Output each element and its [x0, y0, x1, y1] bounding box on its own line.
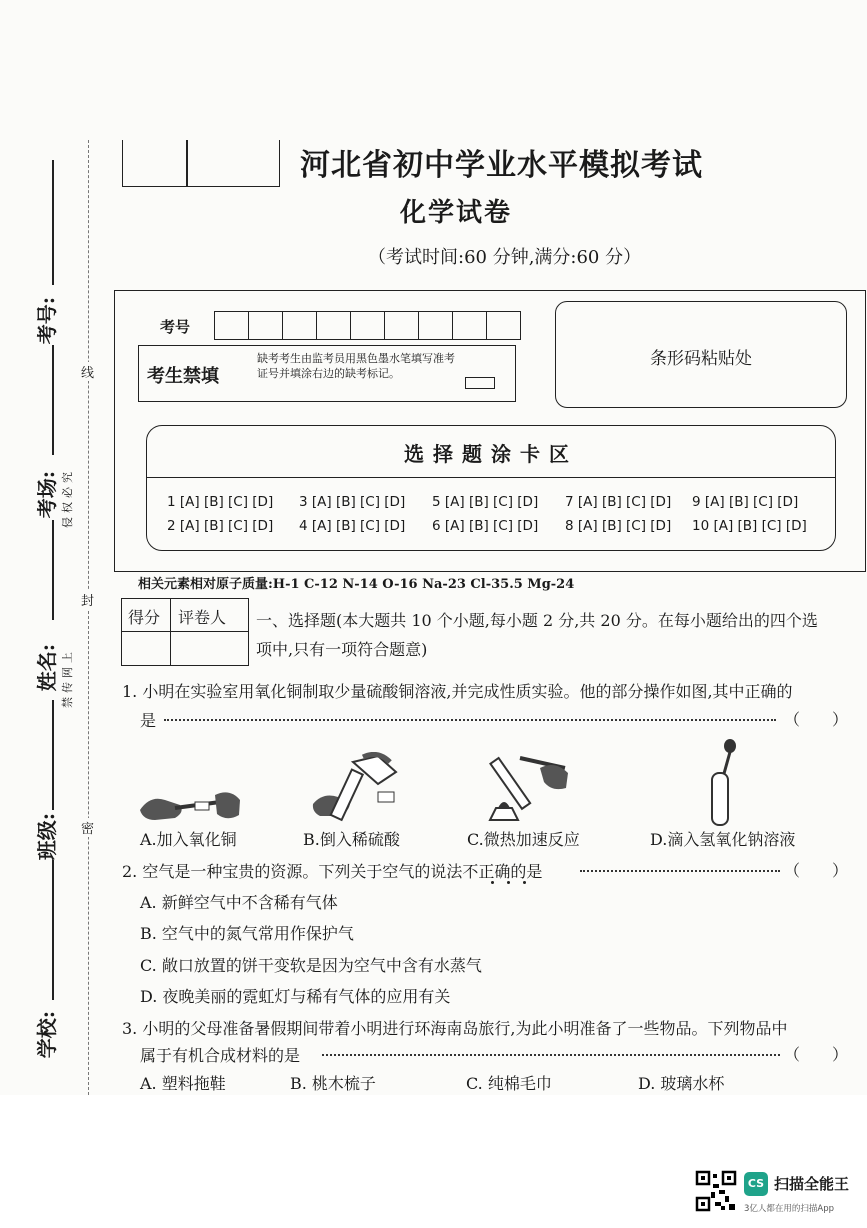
- question-1-stem: 1. 小明在实验室用氧化铜制取少量硫酸铜溶液,并完成性质实验。他的部分操作如图,其中正确的: [122, 682, 793, 701]
- qr-code-icon: [695, 1170, 737, 1212]
- absent-mark-box[interactable]: [465, 377, 495, 389]
- q2-option-c: C. 敞口放置的饼干变软是因为空气中含有水蒸气: [140, 956, 482, 975]
- scanner-app-tagline: 3亿人都在用的扫描App: [744, 1204, 835, 1214]
- id-cell[interactable]: [316, 311, 351, 340]
- q1-option-d: D.滴入氢氧化钠溶液: [650, 830, 796, 849]
- question-3-stem: 3. 小明的父母准备暑假期间带着小明进行环海南岛旅行,为此小明准备了一些物品。下列物品中: [122, 1019, 788, 1038]
- score-box: [121, 598, 249, 666]
- q3-option-d: D. 玻璃水杯: [638, 1074, 725, 1093]
- choice-bubble-row[interactable]: 8 [A] [B] [C] [D]: [565, 518, 672, 534]
- id-cell[interactable]: [248, 311, 283, 340]
- emphasis-dot: [523, 881, 526, 884]
- q3-option-a: A. 塑料拖鞋: [140, 1074, 226, 1093]
- question-1-stem-cont: 是: [140, 711, 157, 730]
- forbid-text: 缺考考生由监考员用黑色墨水笔填写准考证号并填涂右边的缺考标记。: [257, 352, 455, 380]
- answer-blank-q3[interactable]: （ ）: [784, 1045, 849, 1064]
- id-cell[interactable]: [350, 311, 385, 340]
- section-1-heading-cont: 项中,只有一项符合题意): [256, 640, 428, 659]
- choice-area-title: 选择题涂卡区: [404, 442, 578, 466]
- field-line-name: [52, 520, 54, 620]
- field-label-class: 班级:: [35, 812, 60, 861]
- scanner-app-name: 扫描全能王: [774, 1175, 850, 1193]
- binding-mark-secret: 密: [81, 818, 94, 837]
- id-cell[interactable]: [452, 311, 487, 340]
- question-2-stem: 2. 空气是一种宝贵的资源。下列关于空气的说法不正确的是: [122, 862, 543, 881]
- choice-bubble-row[interactable]: 4 [A] [B] [C] [D]: [299, 518, 406, 534]
- answer-blank-q1[interactable]: （ ）: [784, 710, 849, 729]
- choice-bubble-row[interactable]: 2 [A] [B] [C] [D]: [167, 518, 274, 534]
- binding-mark-line: 线: [81, 362, 94, 381]
- id-cell[interactable]: [384, 311, 419, 340]
- q1-option-b: B.倒入稀硫酸: [303, 830, 400, 849]
- section-1-heading: 一、选择题(本大题共 10 个小题,每小题 2 分,共 20 分。在每小题给出的四个选: [256, 611, 818, 630]
- forbid-title: 考生禁填: [147, 366, 219, 387]
- q3-option-b: B. 桃木梳子: [290, 1074, 376, 1093]
- field-line-room: [52, 345, 54, 455]
- emphasis-dot: [507, 881, 510, 884]
- scanner-app-logo-icon: CS: [744, 1172, 768, 1196]
- q3-option-c: C. 纯棉毛巾: [466, 1074, 552, 1093]
- barcode-label: 条形码粘贴处: [650, 349, 752, 369]
- leader-dots: [322, 1054, 780, 1056]
- id-cell[interactable]: [418, 311, 453, 340]
- choice-bubble-row[interactable]: 5 [A] [B] [C] [D]: [432, 494, 539, 510]
- field-label-name: 姓名:: [35, 643, 60, 692]
- field-line-class: [52, 700, 54, 810]
- choice-answer-area: [146, 425, 836, 551]
- binding-mark-seal: 封: [81, 590, 94, 609]
- choice-bubble-row[interactable]: 3 [A] [B] [C] [D]: [299, 494, 406, 510]
- q2-option-b: B. 空气中的氮气常用作保护气: [140, 924, 354, 943]
- score-box-divider: [170, 599, 171, 665]
- leader-dots: [164, 719, 776, 721]
- notice-no-upload: 禁传网上: [61, 648, 74, 708]
- id-cell[interactable]: [486, 311, 521, 340]
- illustration-add-copper-oxide: [135, 780, 245, 830]
- illustration-dropper-naoh: [702, 738, 742, 830]
- choice-area-divider: [147, 477, 835, 478]
- field-line-school: [52, 860, 54, 1000]
- notice-copyright: 侵权必究: [61, 468, 74, 528]
- id-cell[interactable]: [214, 311, 249, 340]
- emphasis-dot: [491, 881, 494, 884]
- grader-label: 评卷人: [178, 608, 227, 627]
- choice-bubble-row[interactable]: 1 [A] [B] [C] [D]: [167, 494, 274, 510]
- score-label: 得分: [128, 608, 161, 627]
- choice-bubble-row[interactable]: 9 [A] [B] [C] [D]: [692, 494, 799, 510]
- field-label-room: 考场:: [35, 470, 60, 519]
- choice-bubble-row[interactable]: 10 [A] [B] [C] [D]: [692, 518, 807, 534]
- id-label: 考号: [160, 318, 191, 336]
- field-label-school: 学校:: [35, 1010, 60, 1059]
- q1-option-a: A.加入氧化铜: [140, 830, 237, 849]
- illustration-pour-dilute-acid: [308, 752, 403, 830]
- q2-option-a: A. 新鲜空气中不含稀有气体: [140, 893, 338, 912]
- question-3-stem-cont: 属于有机合成材料的是: [140, 1046, 301, 1065]
- leader-dots: [580, 870, 780, 872]
- q2-option-d: D. 夜晚美丽的霓虹灯与稀有气体的应用有关: [140, 987, 451, 1006]
- answer-blank-q2[interactable]: （ ）: [784, 861, 849, 880]
- barcode-area: [555, 301, 847, 408]
- choice-bubble-row[interactable]: 7 [A] [B] [C] [D]: [565, 494, 672, 510]
- illustration-heat-reaction: [480, 748, 575, 828]
- binding-dashed-line: [88, 140, 89, 1095]
- id-cell[interactable]: [282, 311, 317, 340]
- exam-title: 河北省初中学业水平模拟考试: [300, 148, 703, 183]
- exam-subtitle: 化学试卷: [400, 198, 513, 228]
- corner-box-left: [122, 140, 188, 187]
- atomic-mass-reference: 相关元素相对原子质量:H-1 C-12 N-14 O-16 Na-23 Cl-35.5 Mg-24: [138, 577, 575, 592]
- choice-bubble-row[interactable]: 6 [A] [B] [C] [D]: [432, 518, 539, 534]
- q1-option-c: C.微热加速反应: [467, 830, 580, 849]
- corner-box-right: [186, 140, 280, 187]
- field-label-id: 考号:: [35, 296, 60, 345]
- examinee-forbid-box: [138, 345, 516, 402]
- field-line-id: [52, 160, 54, 285]
- exam-time-info: （考试时间:60 分钟,满分:60 分）: [368, 247, 642, 268]
- score-box-divider: [122, 631, 248, 632]
